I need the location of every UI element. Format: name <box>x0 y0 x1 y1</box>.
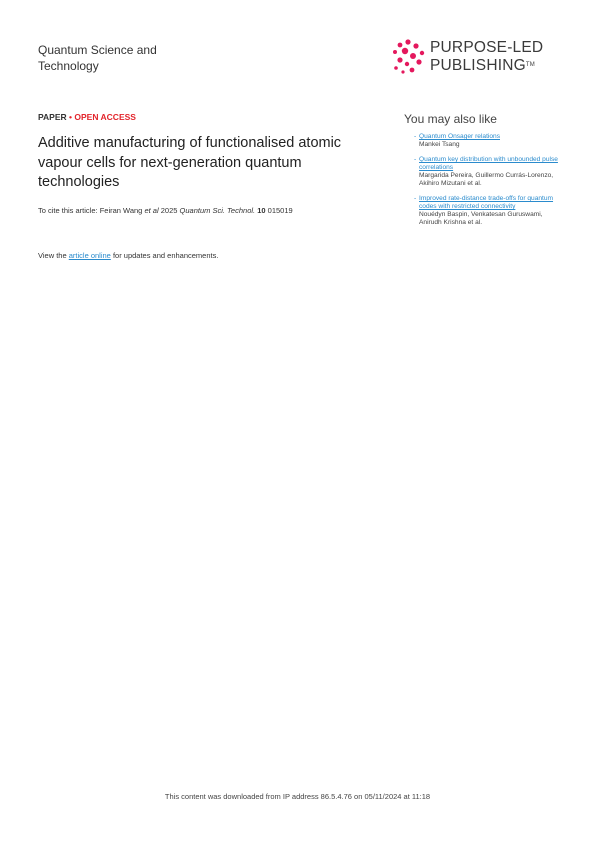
journal-name-line2: Technology <box>38 59 99 73</box>
related-item-link[interactable]: Improved rate-distance trade-offs for quantum codes with restricted connectivity <box>419 195 554 210</box>
bullet-icon: - <box>414 156 417 163</box>
view-online-line <box>38 251 218 260</box>
paper-label: PAPER <box>38 112 67 122</box>
citation-volume: 10 <box>257 206 266 215</box>
citation-journal: Quantum Sci. Technol. <box>179 206 256 215</box>
logo-wordmark <box>430 39 543 75</box>
related-item-link[interactable]: Quantum key distribution with unbounded pulse correlations <box>419 156 558 171</box>
related-list <box>414 133 564 234</box>
citation-prefix: To cite this article: Feiran Wang <box>38 206 143 215</box>
view-prefix: View the <box>38 251 67 260</box>
citation <box>38 206 383 215</box>
journal-name-line1: Quantum Science and <box>38 43 157 57</box>
related-item <box>414 133 564 149</box>
molecule-logo-icon <box>392 38 428 76</box>
tag-separator: • <box>69 112 73 122</box>
article-online-link[interactable]: article online <box>68 251 111 260</box>
citation-etal: et al <box>144 206 159 215</box>
related-item <box>414 156 564 188</box>
logo-line2: PUBLISHING™ <box>430 57 535 74</box>
citation-year: 2025 <box>160 206 178 215</box>
title-line-3: technologies <box>38 174 120 190</box>
open-access-label: OPEN ACCESS <box>74 112 136 122</box>
citation-article-number: 015019 <box>267 206 293 215</box>
related-item-authors: Mankei Tsang <box>419 141 460 148</box>
related-item <box>414 195 564 227</box>
bullet-icon: - <box>414 133 417 140</box>
trademark-mark: TM <box>525 62 535 68</box>
related-item-authors: Margarida Pereira, Guillermo Currás-Lorenzo, Akihiro Mizutani et al. <box>419 172 554 187</box>
logo-line1: PURPOSE-LED <box>430 39 544 56</box>
publisher-logo[interactable] <box>392 38 567 78</box>
journal-name <box>38 42 218 74</box>
related-item-link[interactable]: Quantum Onsager relations <box>419 133 500 140</box>
article-title <box>38 134 383 193</box>
download-footer: This content was downloaded from IP address 86.5.4.76 on 05/11/2024 at 11:18 <box>164 792 431 801</box>
article-type-tag <box>38 112 136 122</box>
title-line-2: vapour cells for next-generation quantum <box>38 154 302 171</box>
related-heading: You may also like <box>404 112 497 126</box>
view-suffix: for updates and enhancements. <box>112 251 219 260</box>
bullet-icon: - <box>414 195 417 202</box>
related-item-authors: Nouédyn Baspin, Venkatesan Guruswami, Anirudh Krishna et al. <box>419 211 543 226</box>
title-line-1: Additive manufacturing of functionalised atomic <box>38 135 342 151</box>
